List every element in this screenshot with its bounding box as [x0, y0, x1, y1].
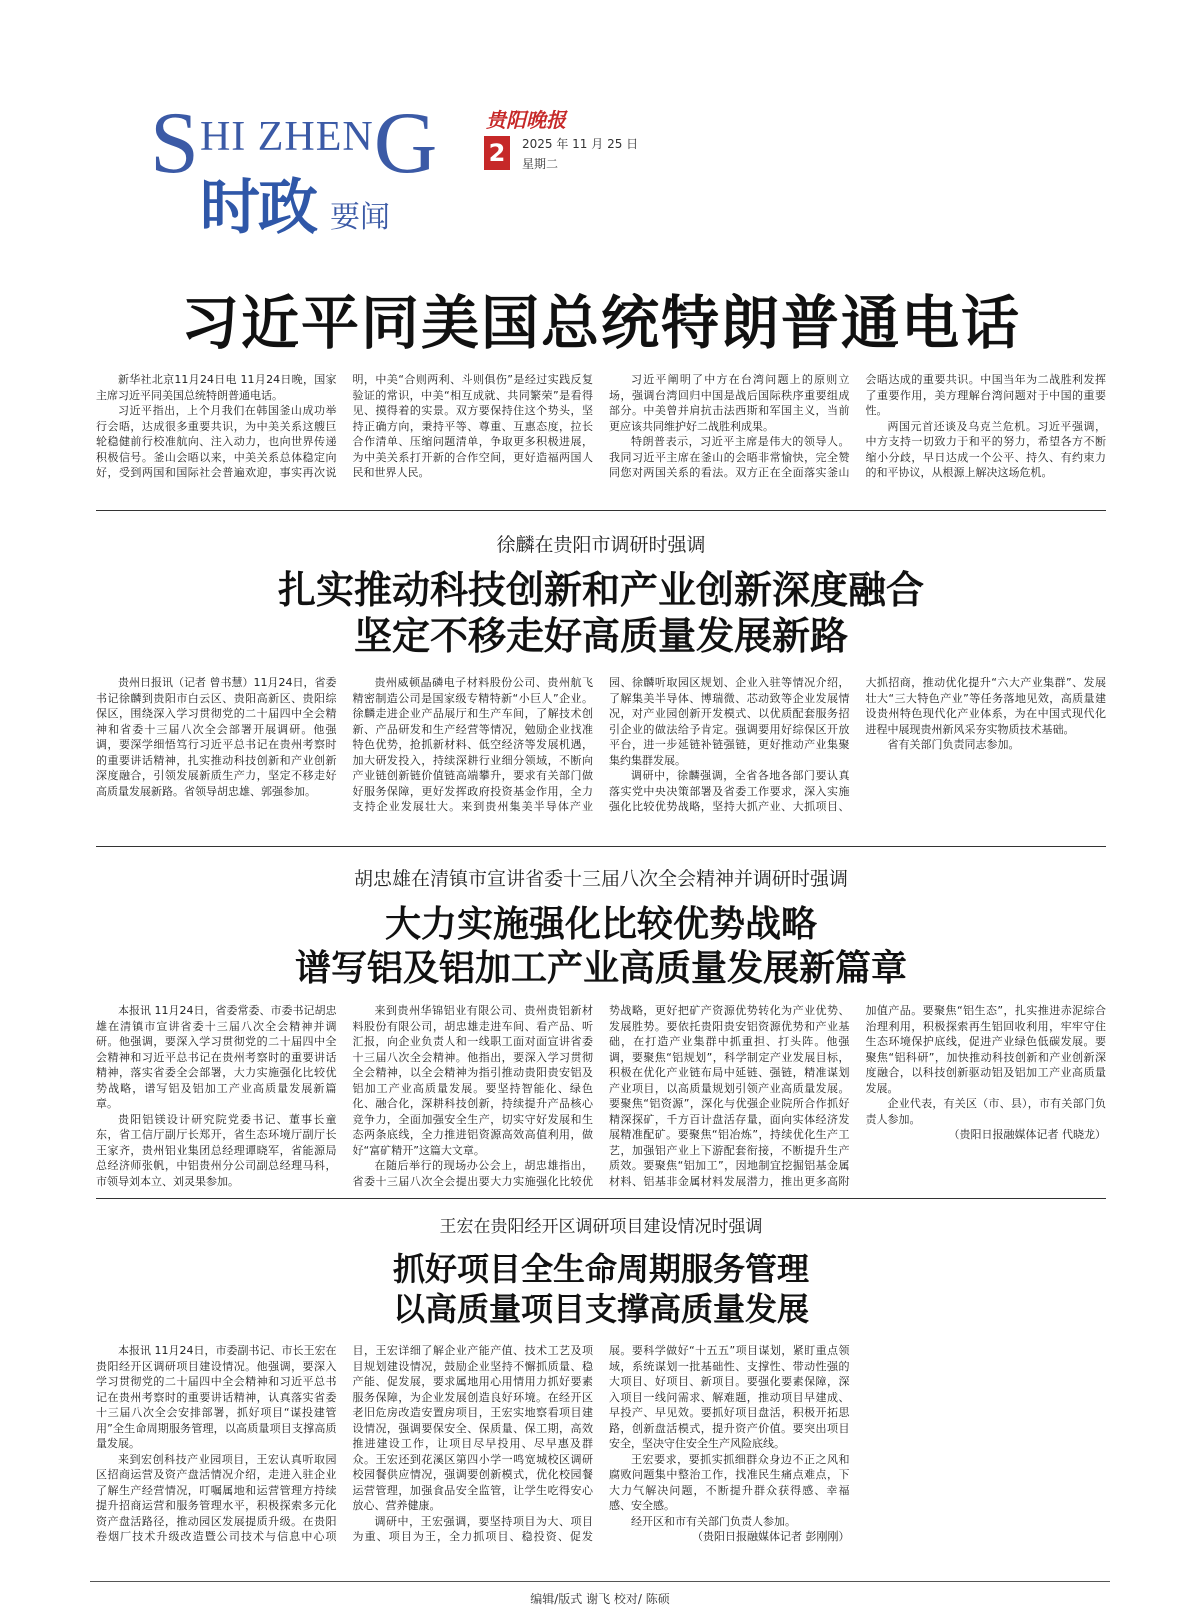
newspaper-logo: 贵阳晚报 [486, 108, 566, 132]
article-4-paragraph: 本报讯 11月24日，市委副书记、市长王宏在贵阳经开区调研项目建设情况。他强调，要深入学习贯彻党的二十届四中全会精神和习近平总书记在贵州考察时的重要讲话精神，认真落实省委十三届八次全会安排部署，抓好项目“谋投建管用”全生命周期服务管理，以高质量项目支撑高质量发展。 [96, 1344, 337, 1450]
article-4-kicker: 王宏在贵阳经开区调研项目建设情况时强调 [439, 1217, 763, 1237]
subsection-title: 要闻 [330, 200, 390, 235]
article-4 [96, 1212, 1106, 1559]
masthead-latin-middle: HI ZHEN [199, 114, 374, 160]
footer-credits: 编辑/版式 谢飞 校对/ 陈硕 [530, 1592, 670, 1606]
article-3-paragraph: 来到贵州华锦铝业有限公司、贵州贵铝新材料股份有限公司，胡忠雄走进车间、看产品、听汇报，向企业负责人和一线职工面对面宣讲省委十三届八次全会精神。他指出，要深入学习贯彻全会精神，以全会精神为指引推动贵阳贵安铝及铝加工产业高质量发展。要坚持智能化、绿色化、融合化，深耕科技创新，持续提升产品核心竞争力，全面加强安全生产，切实守好发展和生态两条底线，全力推进铝资源高效高值利用，做好“富矿精开”这篇大文章。 [352, 1004, 593, 1157]
issue-date: 2025 年 11 月 25 日 [522, 137, 639, 151]
article-1-paragraph: 两国元首还谈及乌克兰危机。习近平强调，中方支持一切致力于和平的努力，希望各方不断缩小分歧，早日达成一个公平、持久、有约束力的和平协议，从根源上解决这场危机。 [865, 419, 1106, 479]
article-1-paragraph: 特朗普表示，习近平主席是伟大的领导人。我同习近平主席在釜山的会晤非常愉快，完全赞同您对两国关系的看法。双方正在全面落实釜山会晤达成的重要共识。中国当年为二战胜利发挥了重要作用，美方理解台湾问题对于中国的重要性。 [609, 373, 1106, 479]
article-2-kicker: 徐麟在贵阳市调研时强调 [496, 534, 706, 556]
article-1 [96, 288, 1106, 494]
article-2-title-line-2: 坚定不移走好高质量发展新路 [353, 614, 848, 658]
article-3-title-line-1: 大力实施强化比较优势战略 [384, 904, 817, 945]
article-2-paragraph: 贵州日报讯（记者 曾书慧）11月24日，省委书记徐麟到贵阳市白云区、贵阳高新区、贵阳综保区，围绕深入学习贯彻党的二十届四中全会精神和省委十三届八次全会部署开展调研。他强调，要深学细悟笃行习近平总书记在贵州考察时的重要讲话精神，扎实推动科技创新和产业创新深度融合，引领发展新质生产力，坚定不移走好高质量发展新路。省领导胡忠雄、郭强参加。 [96, 676, 337, 798]
article-4-paragraph: 经开区和市有关部门负责人参加。 [631, 1514, 796, 1528]
article-3-paragraph: 在随后举行的现场办公会上，胡忠雄指出，省委十三届八次全会提出要大力实施强化比较优势战略，更好把矿产资源优势转化为产业优势、发展胜势。要依托贵阳贵安铝资源优势和产业基础，在打造产业集群中抓重担、打头阵。他强调，要聚焦“铝规划”，科学制定产业发展目标，积极在优化产业链布局中延链、强链，精准谋划产业项目，以高质量规划引领产业高质量发展。要聚焦“铝资源”，深化与优强企业院所合作抓好精深探矿，千方百计盘活存量，面向实体经济发展精准配矿。要聚焦“铝冶炼”，持续优化生产工艺，加强铝产业上下游配套衔接，不断提升生产质效。要聚焦“铝加工”，因地制宜挖掘铝基金属材料、铝基非金属材料发展潜力，推出更多高附加值产品。要聚焦“铝生态”，扎实推进赤泥综合治理利用，积极探索再生铝回收利用，牢牢守住生态环境保护底线，促进产业绿色低碳发展。要聚焦“铝科研”，加快推动科技创新和产业创新深度融合，以科技创新驱动铝及铝加工产业高质量发展。 [352, 1004, 1106, 1188]
article-4-title-line-2: 以高质量项目支撑高质量发展 [392, 1290, 809, 1328]
article-3-paragraph: 本报讯 11月24日，省委常委、市委书记胡忠雄在清镇市宣讲省委十三届八次全会精神并调研。他强调，要深入学习贯彻党的二十届四中全会精神和习近平总书记在贵州考察时的重要讲话精神，落实省委全会部署，大力实施强化比较优势战略，谱写铝及铝加工产业高质量发展新篇章。 [96, 1004, 337, 1110]
article-3-paragraph: 企业代表，有关区（市、县），市有关部门负责人参加。 [865, 1097, 1106, 1126]
article-1-title: 习近平同美国总统特朗普通电话 [180, 289, 1021, 357]
article-3-credit: （贵阳日报融媒体记者 代晓龙） [948, 1128, 1106, 1141]
article-3-title-line-2: 谱写铝及铝加工产业高质量发展新篇章 [294, 948, 907, 989]
article-3 [96, 864, 1106, 1191]
footer-divider [90, 1581, 1110, 1582]
article-1-paragraph: 习近平阐明了中方在台湾问题上的原则立场，强调台湾回归中国是战后国际秩序重要组成部分。中美曾并肩抗击法西斯和军国主义，当前更应该共同维护好二战胜利成果。 [609, 373, 850, 433]
issue-weekday: 星期二 [522, 157, 559, 171]
article-2-columns [96, 675, 1106, 817]
article-4-columns [96, 1343, 1106, 1559]
divider [96, 846, 1106, 847]
divider [96, 1198, 1106, 1199]
article-3-columns [96, 1003, 1106, 1191]
divider [96, 510, 1106, 511]
article-3-paragraph: 贵阳铝镁设计研究院党委书记、董事长童东，省工信厅副厅长郑开，省生态环境厅副厅长王家齐，贵州铝业集团总经理谭晓军，省能源局总经济师张帆，中铝贵州分公司副总经理马科，市领导刘本立、刘灵果参加。 [96, 1112, 337, 1188]
article-2-title-line-1: 扎实推动科技创新和产业创新深度融合 [277, 568, 924, 612]
section-title: 时政 [200, 173, 316, 243]
article-1-body [96, 372, 1106, 494]
article-3-kicker: 胡忠雄在清镇市宣讲省委十三届八次全会精神并调研时强调 [353, 868, 848, 890]
article-4-paragraph: 来到宏创科技产业园项目，王宏认真听取园区招商运营及资产盘活情况介绍，走进入驻企业了解生产经营情况，叮嘱属地和运营管理方持续提升招商运营和服务管理水平，积极探索多元化资产盘活路径，推动园区发展提质升级。在贵阳卷烟厂技术升级改造暨公司技术与信息中心项目，王宏详细了解企业产能产值、技术工艺及项目规划建设情况，鼓励企业坚持不懈抓质量、稳产能、促发展，要求属地用心用情用力抓好要素服务保障，为企业发展创造良好环境。在经开区老旧危房改造安置房项目，王宏实地察看项目建设情况，强调要保安全、保质量、保工期，高效推进建设工作，让项目尽早投用、尽早惠及群众。王宏还到花溪区第四小学一鸣宽城校区调研校园餐供应情况，强调要创新模式，优化校园餐运营管理，加强食品安全监管，让学生吃得安心放心、营养健康。 [96, 1344, 593, 1543]
page-number: 2 [484, 136, 510, 170]
masthead [150, 95, 1150, 243]
article-2-paragraph: 贵州威顿晶磷电子材料股份公司、贵州航飞精密制造公司是国家级专精特新“小巨人”企业。徐麟走进企业产品展厅和生产车间，了解技术创新、产品研发和生产经营等情况，勉励企业找准特色优势，抢抓新材料、低空经济等发展机遇，加大研发投入，持续深耕行业细分领域，不断向产业链创新链价值链高端攀升，要求有关部门做好服务保障，更好发挥政府投资基金作用，全力支持企业发展壮大。来到贵州集美半导体产业园、徐麟听取园区规划、企业入驻等情况介绍，了解集美半导体、博瑞微、芯动致等企业发展情况，对产业园创新开发模式、以优质配套服务招引企业的做法给予肯定。强调要用好综保区开放平台，进一步延链补链强链，更好推动产业集聚集约集群发展。 [352, 676, 850, 813]
article-4-paragraph: 调研中，王宏强调，要坚持项目为大、项目为重、项目为王，全力抓项目、稳投资、促发展。要科学做好“十五五”项目谋划，紧盯重点领域，系统谋划一批基础性、支撑性、带动性强的大项目、好项目、新项目。要强化要素保障，深入项目一线问需求、解难题，推动项目早建成、早投产、早见效。要抓好项目盘活，积极开拓思路，创新盘活模式，提升资产价值。要突出项目安全，坚决守住安全生产风险底线。 [352, 1344, 850, 1543]
article-4-paragraph: 王宏要求，要抓实抓细群众身边不正之风和腐败问题集中整治工作，找准民生痛点难点，下大力气解决问题，不断提升群众获得感、幸福感、安全感。 [609, 1452, 850, 1512]
article-1-paragraph: 习近平指出，上个月我们在韩国釜山成功举行会晤，达成很多重要共识，为中美关系这艘巨轮稳健前行校准航向、注入动力，也向世界传递积极信号。釜山会晤以来，中美关系总体稳定向好，受到两国和国际社会普遍欢迎，事实再次说明，中美“合则两利、斗则俱伤”是经过实践反复验证的常识，中美“相互成就、共同繁荣”是看得见、摸得着的实景。双方要保持住这个势头，坚持正确方向，秉持平等、尊重、互惠态度，拉长合作清单、压缩问题清单，争取更多积极进展，为中美关系打开新的合作空间，更好造福两国人民和世界人民。 [96, 373, 593, 479]
article-2 [96, 530, 1106, 817]
article-4-credit: （贵阳日报融媒体记者 彭刚刚） [692, 1530, 850, 1543]
article-1-columns [96, 372, 1106, 494]
masthead-letter-g: G [373, 95, 439, 192]
article-4-title-line-1: 抓好项目全生命周期服务管理 [392, 1250, 809, 1288]
masthead-letter-s: S [150, 95, 200, 192]
article-2-paragraph: 调研中，徐麟强调，全省各地各部门要认真落实党中央决策部署及省委工作要求，深入实施强化比较优势战略，坚持大抓产业、大抓项目、大抓招商，推动优化提升“六大产业集群”、发展壮大“三大特色产业”等任务落地见效，高质量建设贵州特色现代化产业体系，为在中国式现代化进程中展现贵州新风采夯实物质技术基础。 [609, 676, 1106, 813]
article-1-paragraph: 新华社北京11月24日电 11月24日晚，国家主席习近平同美国总统特朗普通电话。 [96, 373, 337, 402]
article-2-paragraph: 省有关部门负责同志参加。 [887, 738, 1020, 751]
